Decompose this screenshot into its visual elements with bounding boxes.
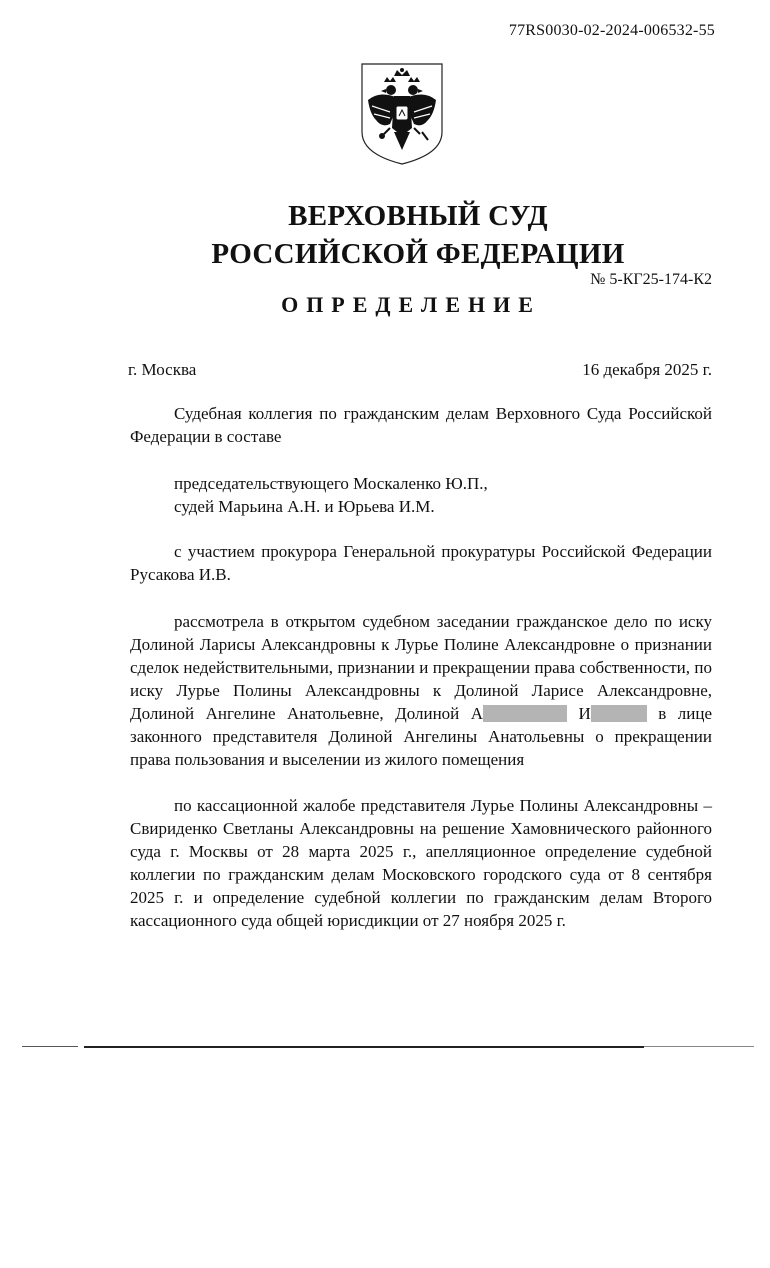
considered-text-part2: И <box>567 704 591 723</box>
page-separator-right <box>644 1046 754 1047</box>
prosecutor-paragraph <box>130 540 712 586</box>
court-title-line1: ВЕРХОВНЫЙ СУД <box>288 200 548 232</box>
case-number: № 5-КГ25-174-К2 <box>590 271 712 288</box>
redaction-block <box>483 705 567 722</box>
city: г. Москва <box>128 360 197 379</box>
presiding-judge: председательствующего Москаленко Ю.П., <box>174 474 488 493</box>
considered-text <box>130 610 712 771</box>
composition-intro: Судебная коллегия по гражданским делам Верховного Суда Российской Федерации в составе <box>130 404 712 446</box>
court-title-line2: РОССИЙСКОЙ ФЕДЕРАЦИИ <box>211 238 625 270</box>
page-separator-left <box>22 1046 78 1047</box>
considered-text-part1: рассмотрела в открытом судебном заседании гражданское дело по иску Долиной Ларисы Александровны к Лурье Полине Александровне о признании сделок недействительными, признании и прекращении права собственности, по иску Лурье Полины Александровны к Долиной Ларисе Александровне, Долиной Ангелине Анатольевне, Долиной А <box>130 612 712 723</box>
russian-coat-of-arms-icon <box>360 62 444 166</box>
case-uid: 77RS0030-02-2024-006532-55 <box>508 22 715 39</box>
redaction-block <box>591 705 647 722</box>
page-separator-main <box>84 1046 644 1048</box>
considered-paragraph <box>130 610 712 771</box>
judges-block <box>130 472 712 518</box>
document-type-title: ОПРЕДЕЛЕНИЕ <box>281 292 541 317</box>
considered-text-part3: в лице законного представителя Долиной Ангелины Анатольевны о прекращении права пользования и выселении из жилого помещения <box>130 704 712 769</box>
appeal-text: по кассационной жалобе представителя Лурье Полины Александровны – Свириденко Светланы Александровны на решение Хамовнического районного суда г. Москвы от 28 марта 2025 г., апелляционное определение судебной коллегии по гражданским делам Московского городского суда от 8 сентября 2025 г. и определение судебной коллегии по гражданским делам Второго кассационного суда общей юрисдикции от 27 ноября 2025 г. <box>130 796 712 930</box>
prosecutor-text: с участием прокурора Генеральной прокуратуры Российской Федерации Русакова И.В. <box>130 542 712 584</box>
judges-line: судей Марьина А.Н. и Юрьева И.М. <box>174 497 435 516</box>
composition-paragraph <box>130 402 712 448</box>
decision-date: 16 декабря 2025 г. <box>582 360 712 379</box>
appeal-paragraph <box>130 794 712 932</box>
